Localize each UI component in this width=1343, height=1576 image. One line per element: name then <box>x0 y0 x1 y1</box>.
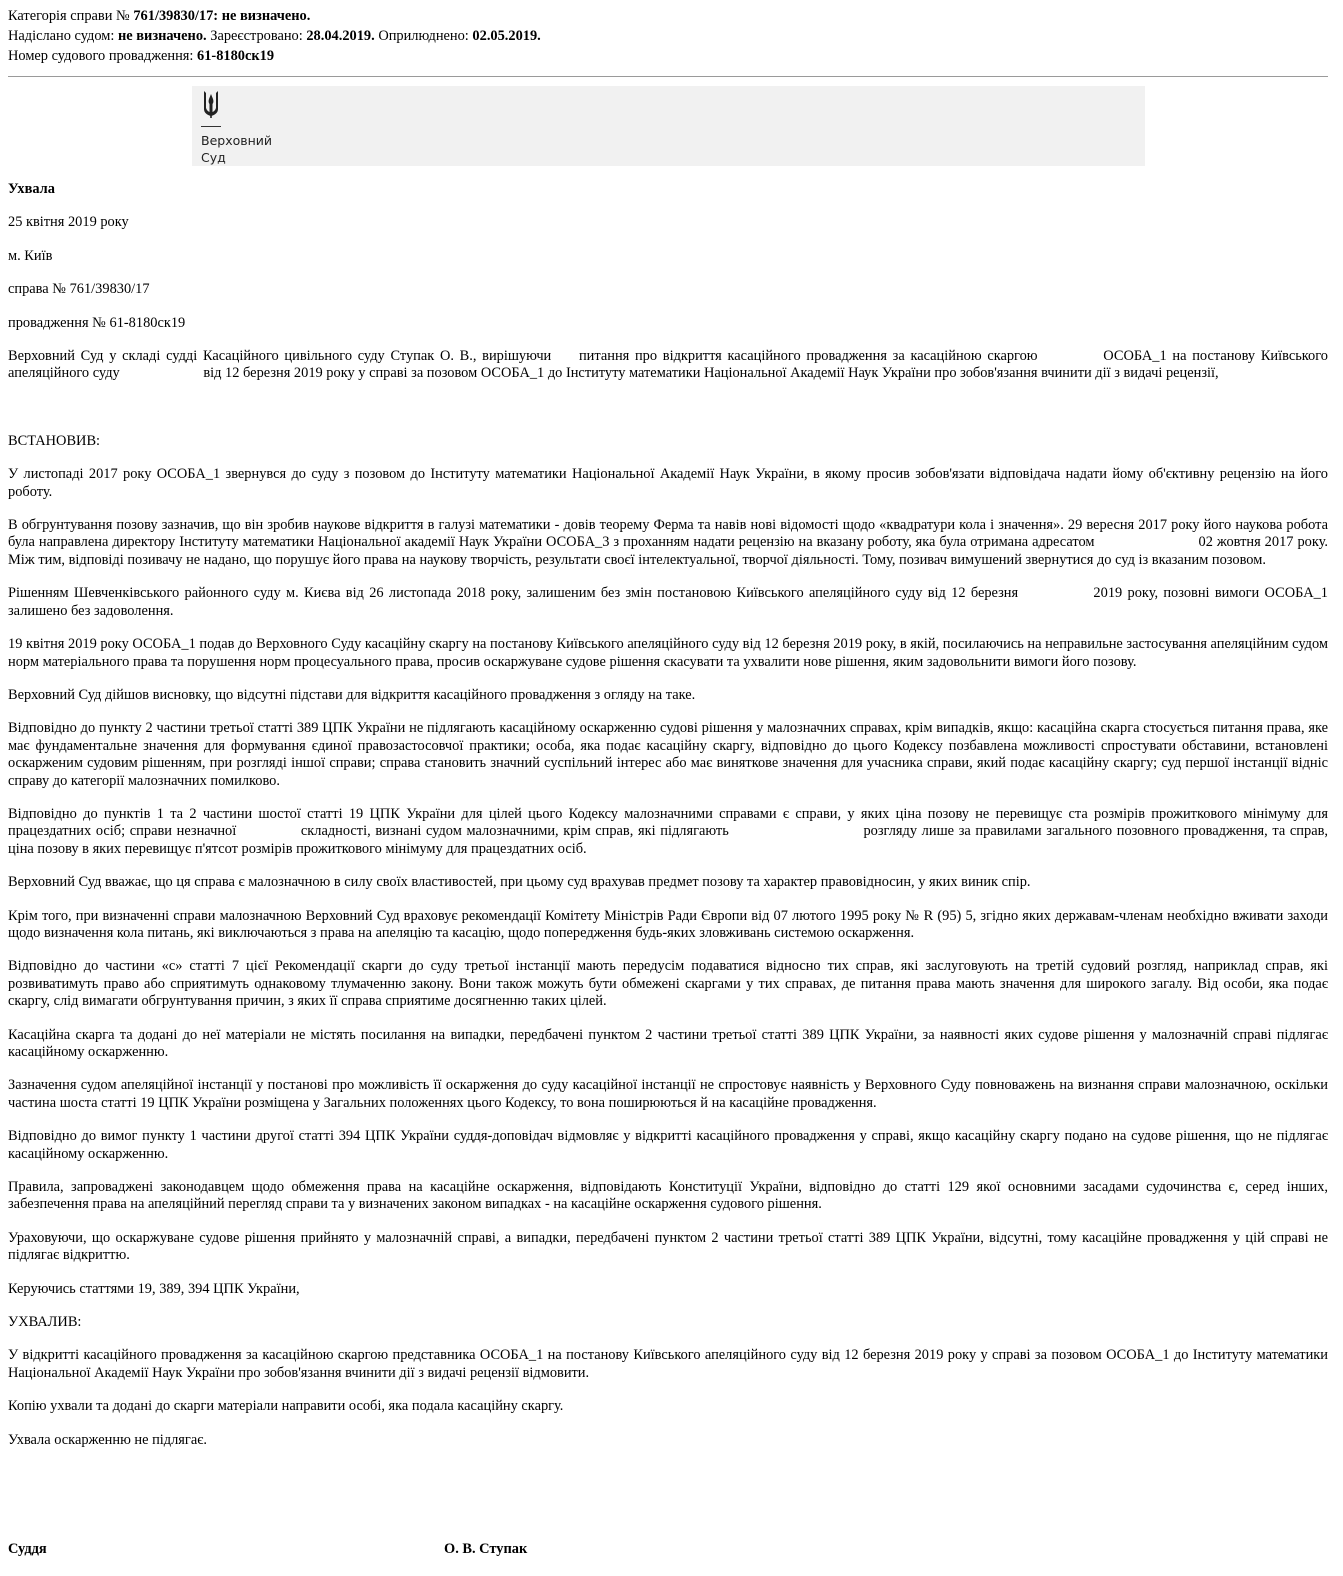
paragraph-6: Відповідно до пункту 2 частини третьої статті 389 ЦПК України не підлягають касаційному оскарженню судові рішення у малозначних справах, крім випадків, якщо: касаційна скарга стосується питання права, яке має фундаментальне значення для формування єдиної правозастосовчої практики; особа, яка подає касаційну скаргу, відповідно до цього Кодексу позбавлена можливості спростувати обставини, встановлені оскарженим судовим рішенням, при розгляді іншої справи; справа становить значний суспільний інтерес або має виняткове значення для учасника справи, який подає касаційну скаргу; суд першої інстанції відніс справу до категорії малозначних помилково. <box>8 720 1328 789</box>
case-number: справа № 761/39830/17 <box>8 281 150 298</box>
intro-part-a: Верховний Суд у складі судді Касаційного цивільного суду Ступак О. В., вирішуючи <box>8 348 552 365</box>
paragraph-12: Зазначення судом апеляційної інстанції у постанові про можливість її оскарження до суду касаційної інстанції не спростовує наявність у Верховного Суду повноважень на визнання справи малозначною, оскільки частина шоста статті 19 ЦПК України розміщена у Загальних положеннях цього Кодексу, то вона поширюються й на касаційне провадження. <box>8 1077 1328 1111</box>
registered-label: Зареєстровано: <box>210 28 303 44</box>
paragraph-2a: В обгрунтування позову зазначив, що він зробив наукове відкриття в галузі математики - довів теорему Ферма та навів нові відомості щодо «квадратури кола і значення». 29 вересня 2017 року його наукова робота була направлена директору Інституту математики Національної академії Наук України ОСОБА_3 з проханням надати рецензію на вказану роботу, яка була отримана адресатом <box>8 517 1328 551</box>
published-value: 02.05.2019. <box>472 28 541 44</box>
category-line <box>8 6 541 26</box>
judge-name: О. В. Ступак <box>444 1541 528 1557</box>
divider <box>8 76 1328 77</box>
paragraph-8: Верховний Суд вважає, що ця справа є малозначною в силу своїх властивостей, при цьому суд врахував предмет позову та характер правовідносин, у яких виник спір. <box>8 874 1031 891</box>
category-label: Категорія справи № <box>8 8 130 24</box>
published-label: Оприлюднено: <box>378 28 469 44</box>
paragraph-3 <box>8 585 1328 620</box>
paragraph-10: Відповідно до частини «c» статті 7 цієї Рекомендації скарги до суду третьої інстанції мають передусім подаватися відносно тих справ, які заслуговують на третій судовий розгляд, наприклад справ, які розвиватимуть право або сприятимуть однаковому тлумаченню закону. Вони також можуть бути обмежені скаргами у тих справах, де питання права мають значення для широкого загалу. Від особи, яка подає скаргу, слід вимагати обгрунтування причин, з яких її справа сприятиме досягненню таких цілей. <box>8 958 1328 1010</box>
court-logo-text <box>201 132 272 166</box>
intro-part-b: питання про відкриття касаційного провадження за касаційною скаргою <box>578 348 1038 365</box>
category-value: 761/39830/17: не визначено. <box>133 8 311 24</box>
paragraph-15: Ураховуючи, що оскаржуване судове рішення прийнято у малозначній справі, а випадки, передбачені пунктом 2 частини третьої статті 389 ЦПК України, відсутні, тому касаційне провадження у цій справі не підлягає відкриттю. <box>8 1229 1328 1264</box>
ruled-heading: УХВАЛИВ: <box>8 1314 82 1331</box>
court-header-banner <box>192 86 1145 166</box>
established-heading: ВСТАНОВИВ: <box>8 432 101 449</box>
paragraph-1: У листопаді 2017 року ОСОБА_1 звернувся до суду з позовом до Інституту математики Національної Академії Наук України, в якому просив зобов'язати відповідача надати йому об'єктивну рецензію на його роботу. <box>8 466 1328 500</box>
proceeding-label: Номер судового провадження: <box>8 48 194 64</box>
paragraph-11: Касаційна скарга та додані до неї матеріали не містять посилання на випадки, передбачені пунктом 2 частини третьої статті 389 ЦПК України, за наявності яких судове рішення у малозначній справі підлягає касаційному оскарженню. <box>8 1026 1328 1060</box>
document-metadata <box>8 6 541 66</box>
paragraph-3a: Рішенням Шевченківського районного суду м. Києва від 26 листопада 2018 року, залишеним без змін постановою Київського апеляційного суду від 12 березня <box>8 585 1019 602</box>
paragraph-18: Копію ухвали та додані до скарги матеріали направити особі, яка подала касаційну скаргу. <box>8 1398 564 1415</box>
paragraph-7b: складності, визнані судом малозначними, крім справ, які підлягають <box>300 823 729 840</box>
paragraph-16: Керуючись статтями 19, 389, 394 ЦПК України, <box>8 1280 300 1297</box>
paragraph-19: Ухвала оскарженню не підлягає. <box>8 1431 207 1448</box>
document-body <box>8 181 1328 1465</box>
paragraph-7c: розгляду лише за правилами загального позовного провадження, та справ, ціна позову в яких перевищує п'ятсот розмірів прожиткового мінімуму для працездатних осіб. <box>8 823 1328 857</box>
dates-line <box>8 26 541 46</box>
paragraph-5: Верховний Суд дійшов висновку, що відсутні підстави для відкриття касаційного провадження з огляду на таке. <box>8 686 696 703</box>
document-title: Ухвала <box>8 181 55 197</box>
logo-line-1: Верховний <box>201 133 273 148</box>
intro-part-c: ОСОБА_1 на постанову Київського апеляційного суду <box>8 348 1328 382</box>
logo-line-2: Суд <box>201 150 226 165</box>
paragraph-7a: Відповідно до пунктів 1 та 2 частини шостої статті 19 ЦПК України для цілей цього Кодексу малозначними справами є справи, у яких ціна позову не перевищує ста розмірів прожиткового мінімуму для працездатних осіб; справи незначної <box>8 805 1328 840</box>
sent-label: Надіслано судом: <box>8 28 115 44</box>
paragraph-17: У відкритті касаційного провадження за касаційною скаргою представника ОСОБА_1 на постанову Київського апеляційного суду від 12 березня 2019 року у справі за позовом ОСОБА_1 до Інституту математики Національної Академії Наук України про зобов'язання вчинити дії з видачі рецензії відмовити. <box>8 1347 1328 1381</box>
paragraph-7 <box>8 806 1328 858</box>
paragraph-3b: 2019 року, позовні вимоги ОСОБА_1 залишено без задоволення. <box>8 585 1328 619</box>
registered-value: 28.04.2019. <box>306 28 375 44</box>
paragraph-9: Крім того, при визначенні справи малозначною Верховний Суд враховує рекомендації Комітету Міністрів Ради Європи від 07 лютого 1995 року № R (95) 5, згідно яких державам-членам необхідно вживати заходи щодо визначення кола питань, які виключаються з права на апеляцію та касацію, щодо попередження будь-яких зловживань системою оскарження. <box>8 907 1328 941</box>
document-date: 25 квітня 2019 року <box>8 214 129 231</box>
sent-value: не визначено. <box>118 28 207 44</box>
logo-rule <box>201 126 221 127</box>
document-city: м. Київ <box>8 247 53 264</box>
trident-icon <box>201 89 221 124</box>
proceeding-line <box>8 46 541 66</box>
paragraph-2b: 02 жовтня 2017 року. Між тим, відповіді позивачу не надано, що порушує його права на наукову творчість, результати своєї інтелектуальної, творчої діяльності. Тому, позивач вимушений звернутися до суд із вказаним позовом. <box>8 534 1328 568</box>
judge-label: Суддя <box>8 1541 47 1557</box>
paragraph-14: Правила, запроваджені законодавцем щодо обмеження права на касаційне оскарження, відповідають Конституції України, відповідно до статті 129 якої основними засадами судочинства є, серед інших, забезпечення права на апеляційний перегляд справи та у визначених законом випадках - на касаційне оскарження судового рішення. <box>8 1179 1328 1213</box>
paragraph-4: 19 квітня 2019 року ОСОБА_1 подав до Верховного Суду касаційну скаргу на постанову Київського апеляційного суду від 12 березня 2019 року, в якій, посилаючись на неправильне застосування апеляційним судом норм матеріального права та порушення норм процесуального права, просив оскаржуване судове рішення скасувати та ухвалити нове рішення, яким задовольнити вимоги його позову. <box>8 636 1328 670</box>
paragraph-2 <box>8 517 1328 569</box>
intro-paragraph <box>8 348 1328 383</box>
proceeding-number: провадження № 61-8180ск19 <box>8 314 186 331</box>
paragraph-13: Відповідно до вимог пункту 1 частини другої статті 394 ЦПК України суддя-доповідач відмовляє у відкритті касаційного провадження у справі, якщо касаційну скаргу подано на судове рішення, що не підлягає касаційному оскарженню. <box>8 1128 1328 1162</box>
intro-part-d: від 12 березня 2019 року у справі за позовом ОСОБА_1 до Інституту математики Національної Академії Наук України про зобов'язання вчинити дії з видачі рецензії, <box>203 365 1219 382</box>
proceeding-value: 61-8180ск19 <box>197 48 275 64</box>
signature-block <box>8 1541 1328 1558</box>
